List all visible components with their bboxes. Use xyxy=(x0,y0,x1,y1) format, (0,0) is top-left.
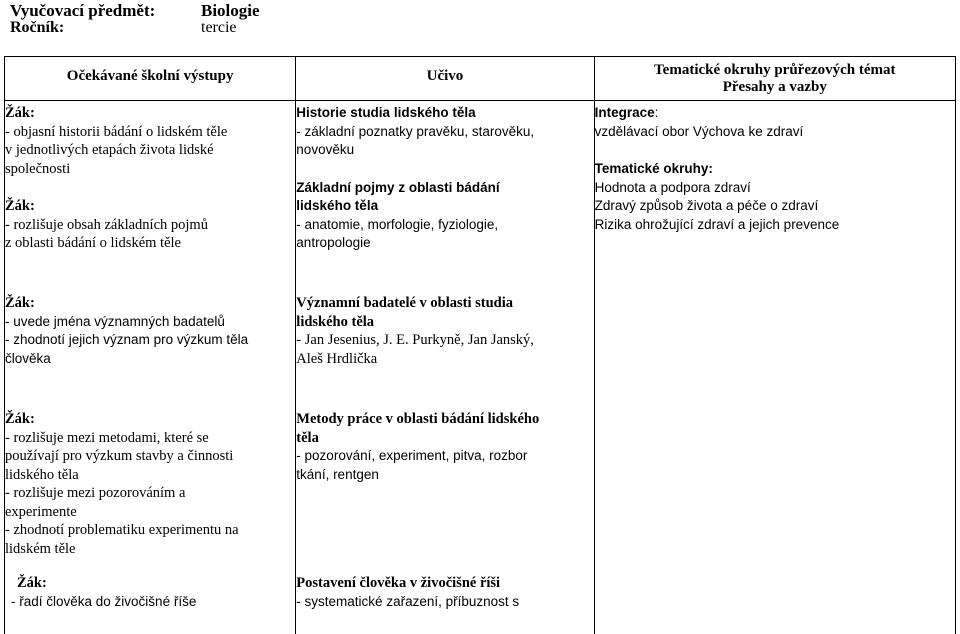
curriculum-line: - anatomie, morfologie, fyziologie, xyxy=(296,216,499,232)
curriculum-line: antropologie xyxy=(296,235,371,250)
curriculum-line: novověku xyxy=(296,142,355,157)
outcome-line: v jednotlivých etapách života lidské xyxy=(5,142,214,158)
curriculum-title: Základní pojmy z oblasti bádání xyxy=(296,179,500,195)
col-header-crosscurricular xyxy=(594,57,955,101)
outcome-line: - uvede jména významných badatelů xyxy=(5,313,225,329)
outcome-line: lidském těle xyxy=(5,540,76,557)
outcome-line: lidského těla xyxy=(5,466,79,483)
col-header-crosscurricular-line1: Tematické okruhy průřezových témat xyxy=(654,62,896,78)
outcomes-cell xyxy=(5,410,296,574)
pupil-label: Žák: xyxy=(5,198,35,214)
outcomes-cell xyxy=(5,101,296,285)
header-subject-value: Biologie xyxy=(201,1,260,20)
table-row xyxy=(5,101,956,285)
outcome-line: - rozlišuje obsah základních pojmů xyxy=(5,216,208,233)
crosscurricular-cell xyxy=(594,284,955,410)
curriculum-title: lidského těla xyxy=(296,198,379,213)
integration-text: vzdělávací obor Výchova ke zdraví xyxy=(594,123,804,139)
topic-item: Hodnota a podpora zdraví xyxy=(594,179,751,195)
crosscurricular-cell xyxy=(594,410,955,574)
outcome-line: - objasní historii bádání o lidském těle xyxy=(5,123,228,140)
pupil-label: Žák: xyxy=(5,411,35,427)
topic-item: Rizika ohrožující zdraví a jejich prevence xyxy=(594,216,840,232)
curriculum-cell xyxy=(296,284,594,410)
curriculum-title: Postavení člověka v živočišné říši xyxy=(296,575,501,591)
header-subject-label: Vyučovací předmět: xyxy=(10,1,156,20)
curriculum-line: - pozorování, experiment, pitva, rozbor xyxy=(296,448,528,463)
pupil-label: Žák: xyxy=(5,295,35,311)
pupil-label: Žák: xyxy=(5,105,35,121)
topic-item: Zdravý způsob života a péče o zdraví xyxy=(594,198,819,213)
table-row xyxy=(5,284,956,410)
curriculum-cell xyxy=(296,101,594,285)
curriculum-title: těla xyxy=(296,429,319,446)
table-header-row xyxy=(5,57,956,101)
curriculum-cell xyxy=(296,410,594,574)
crosscurricular-cell xyxy=(594,101,955,285)
outcome-line: člověka xyxy=(5,350,51,366)
curriculum-title: Historie studia lidského těla xyxy=(296,105,476,120)
curriculum-line: - základní poznatky pravěku, starověku, xyxy=(296,123,535,139)
col-header-crosscurricular-line2: Přesahy a vazby xyxy=(722,79,827,95)
col-header-outcomes xyxy=(5,57,296,101)
col-header-outcomes-text: Očekávané školní výstupy xyxy=(66,68,234,84)
curriculum-title: Významní badatelé v oblasti studia xyxy=(296,295,514,311)
pupil-label: Žák: xyxy=(17,575,47,591)
curriculum-cell xyxy=(296,574,594,634)
outcome-line: - zhodnotí problematiku experimentu na xyxy=(5,522,239,538)
integration-label: Integrace xyxy=(594,105,655,120)
curriculum-line: tkání, rentgen xyxy=(296,466,379,482)
outcome-line: společnosti xyxy=(5,160,71,177)
table-row xyxy=(5,574,956,634)
header-grade-label: Ročník: xyxy=(10,19,65,36)
header-grade-value: tercie xyxy=(201,19,237,36)
outcome-line: - zhodnotí jejich význam pro výzkum těla xyxy=(5,332,249,347)
outcomes-cell xyxy=(5,284,296,410)
integration-heading xyxy=(595,104,955,123)
outcome-line: používají pro výzkum stavby a činnosti xyxy=(5,448,234,464)
outcome-line: - rozlišuje mezi pozorováním a xyxy=(5,485,186,501)
integration-colon: : xyxy=(654,105,659,120)
col-header-curriculum xyxy=(296,57,594,101)
outcome-line: experimente xyxy=(5,503,77,520)
curriculum-title: lidského těla xyxy=(296,313,375,330)
col-header-crosscurricular-text xyxy=(595,57,955,96)
curriculum-line: - Jan Jesenius, J. E. Purkyně, Jan Janský, xyxy=(296,332,534,348)
crosscurricular-cell xyxy=(594,574,955,634)
curriculum-line: Aleš Hrdlička xyxy=(296,350,378,367)
outcome-line: - rozlišuje mezi metodami, které se xyxy=(5,429,209,446)
curriculum-line: - systematické zařazení, příbuznost s xyxy=(296,593,520,609)
outcome-line: z oblasti bádání o lidském těle xyxy=(5,235,181,251)
outcome-line: - řadí člověka do živočišné říše xyxy=(11,593,197,609)
curriculum-title: Metody práce v oblasti bádání lidského xyxy=(296,411,540,427)
curriculum-table xyxy=(4,56,956,634)
col-header-curriculum-text: Učivo xyxy=(426,68,464,84)
topics-label: Tematické okruhy: xyxy=(594,161,713,176)
table-row xyxy=(5,410,956,574)
outcomes-cell xyxy=(5,574,296,634)
